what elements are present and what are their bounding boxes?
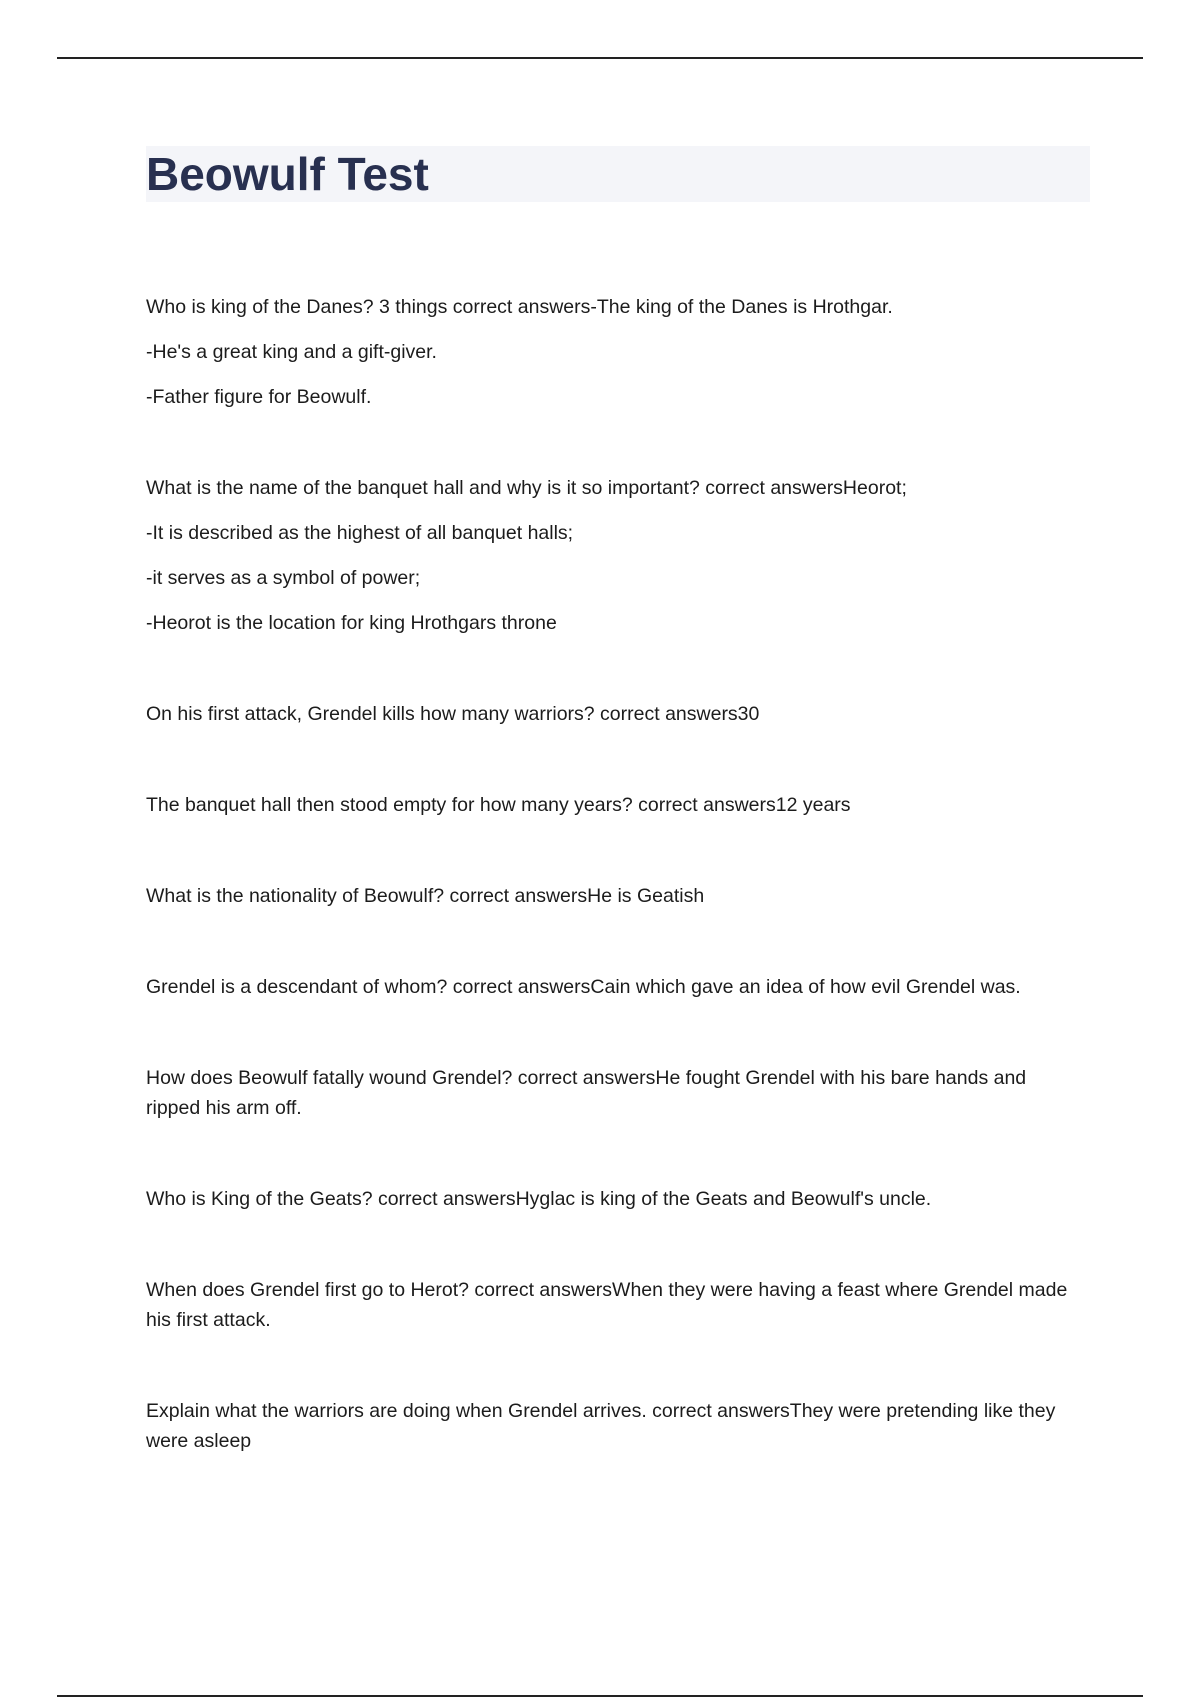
qa-line: -Father figure for Beowulf. <box>146 386 372 408</box>
qa-line: When does Grendel first go to Herot? correct answersWhen they were having a feast where Grendel made his first attack. <box>146 1279 1068 1331</box>
qa-item-1 <box>146 292 1076 412</box>
qa-item-6 <box>146 972 1076 1002</box>
qa-item-5 <box>146 881 1076 911</box>
top-rule <box>57 57 1143 59</box>
qa-line: -it serves as a symbol of power; <box>146 567 421 589</box>
qa-line: -He's a great king and a gift-giver. <box>146 341 437 363</box>
qa-item-2 <box>146 473 1076 638</box>
qa-line: How does Beowulf fatally wound Grendel? correct answersHe fought Grendel with his bare hands and ripped his arm off. <box>146 1067 1027 1119</box>
qa-line: Grendel is a descendant of whom? correct answersCain which gave an idea of how evil Grendel was. <box>146 976 1021 998</box>
qa-list <box>146 292 1076 1456</box>
qa-line: -It is described as the highest of all banquet halls; <box>146 522 574 544</box>
qa-item-10 <box>146 1396 1076 1456</box>
bottom-rule <box>57 1695 1143 1697</box>
qa-line: -Heorot is the location for king Hrothgars throne <box>146 612 557 634</box>
qa-item-4 <box>146 790 1076 820</box>
qa-item-3 <box>146 699 1076 729</box>
page-title: Beowulf Test <box>146 148 429 200</box>
qa-line: What is the name of the banquet hall and why is it so important? correct answersHeorot; <box>146 477 907 499</box>
qa-item-8 <box>146 1184 1076 1214</box>
qa-line: On his first attack, Grendel kills how many warriors? correct answers30 <box>146 703 760 725</box>
qa-line: Explain what the warriors are doing when Grendel arrives. correct answersThey were pretending like they were asleep <box>146 1400 1056 1452</box>
qa-line: The banquet hall then stood empty for how many years? correct answers12 years <box>146 794 851 816</box>
qa-line: Who is King of the Geats? correct answersHyglac is king of the Geats and Beowulf's uncle. <box>146 1188 932 1210</box>
qa-item-9 <box>146 1275 1076 1335</box>
qa-line: What is the nationality of Beowulf? correct answersHe is Geatish <box>146 885 705 907</box>
qa-line: Who is king of the Danes? 3 things correct answers-The king of the Danes is Hrothgar. <box>146 296 893 318</box>
qa-item-7 <box>146 1063 1076 1123</box>
